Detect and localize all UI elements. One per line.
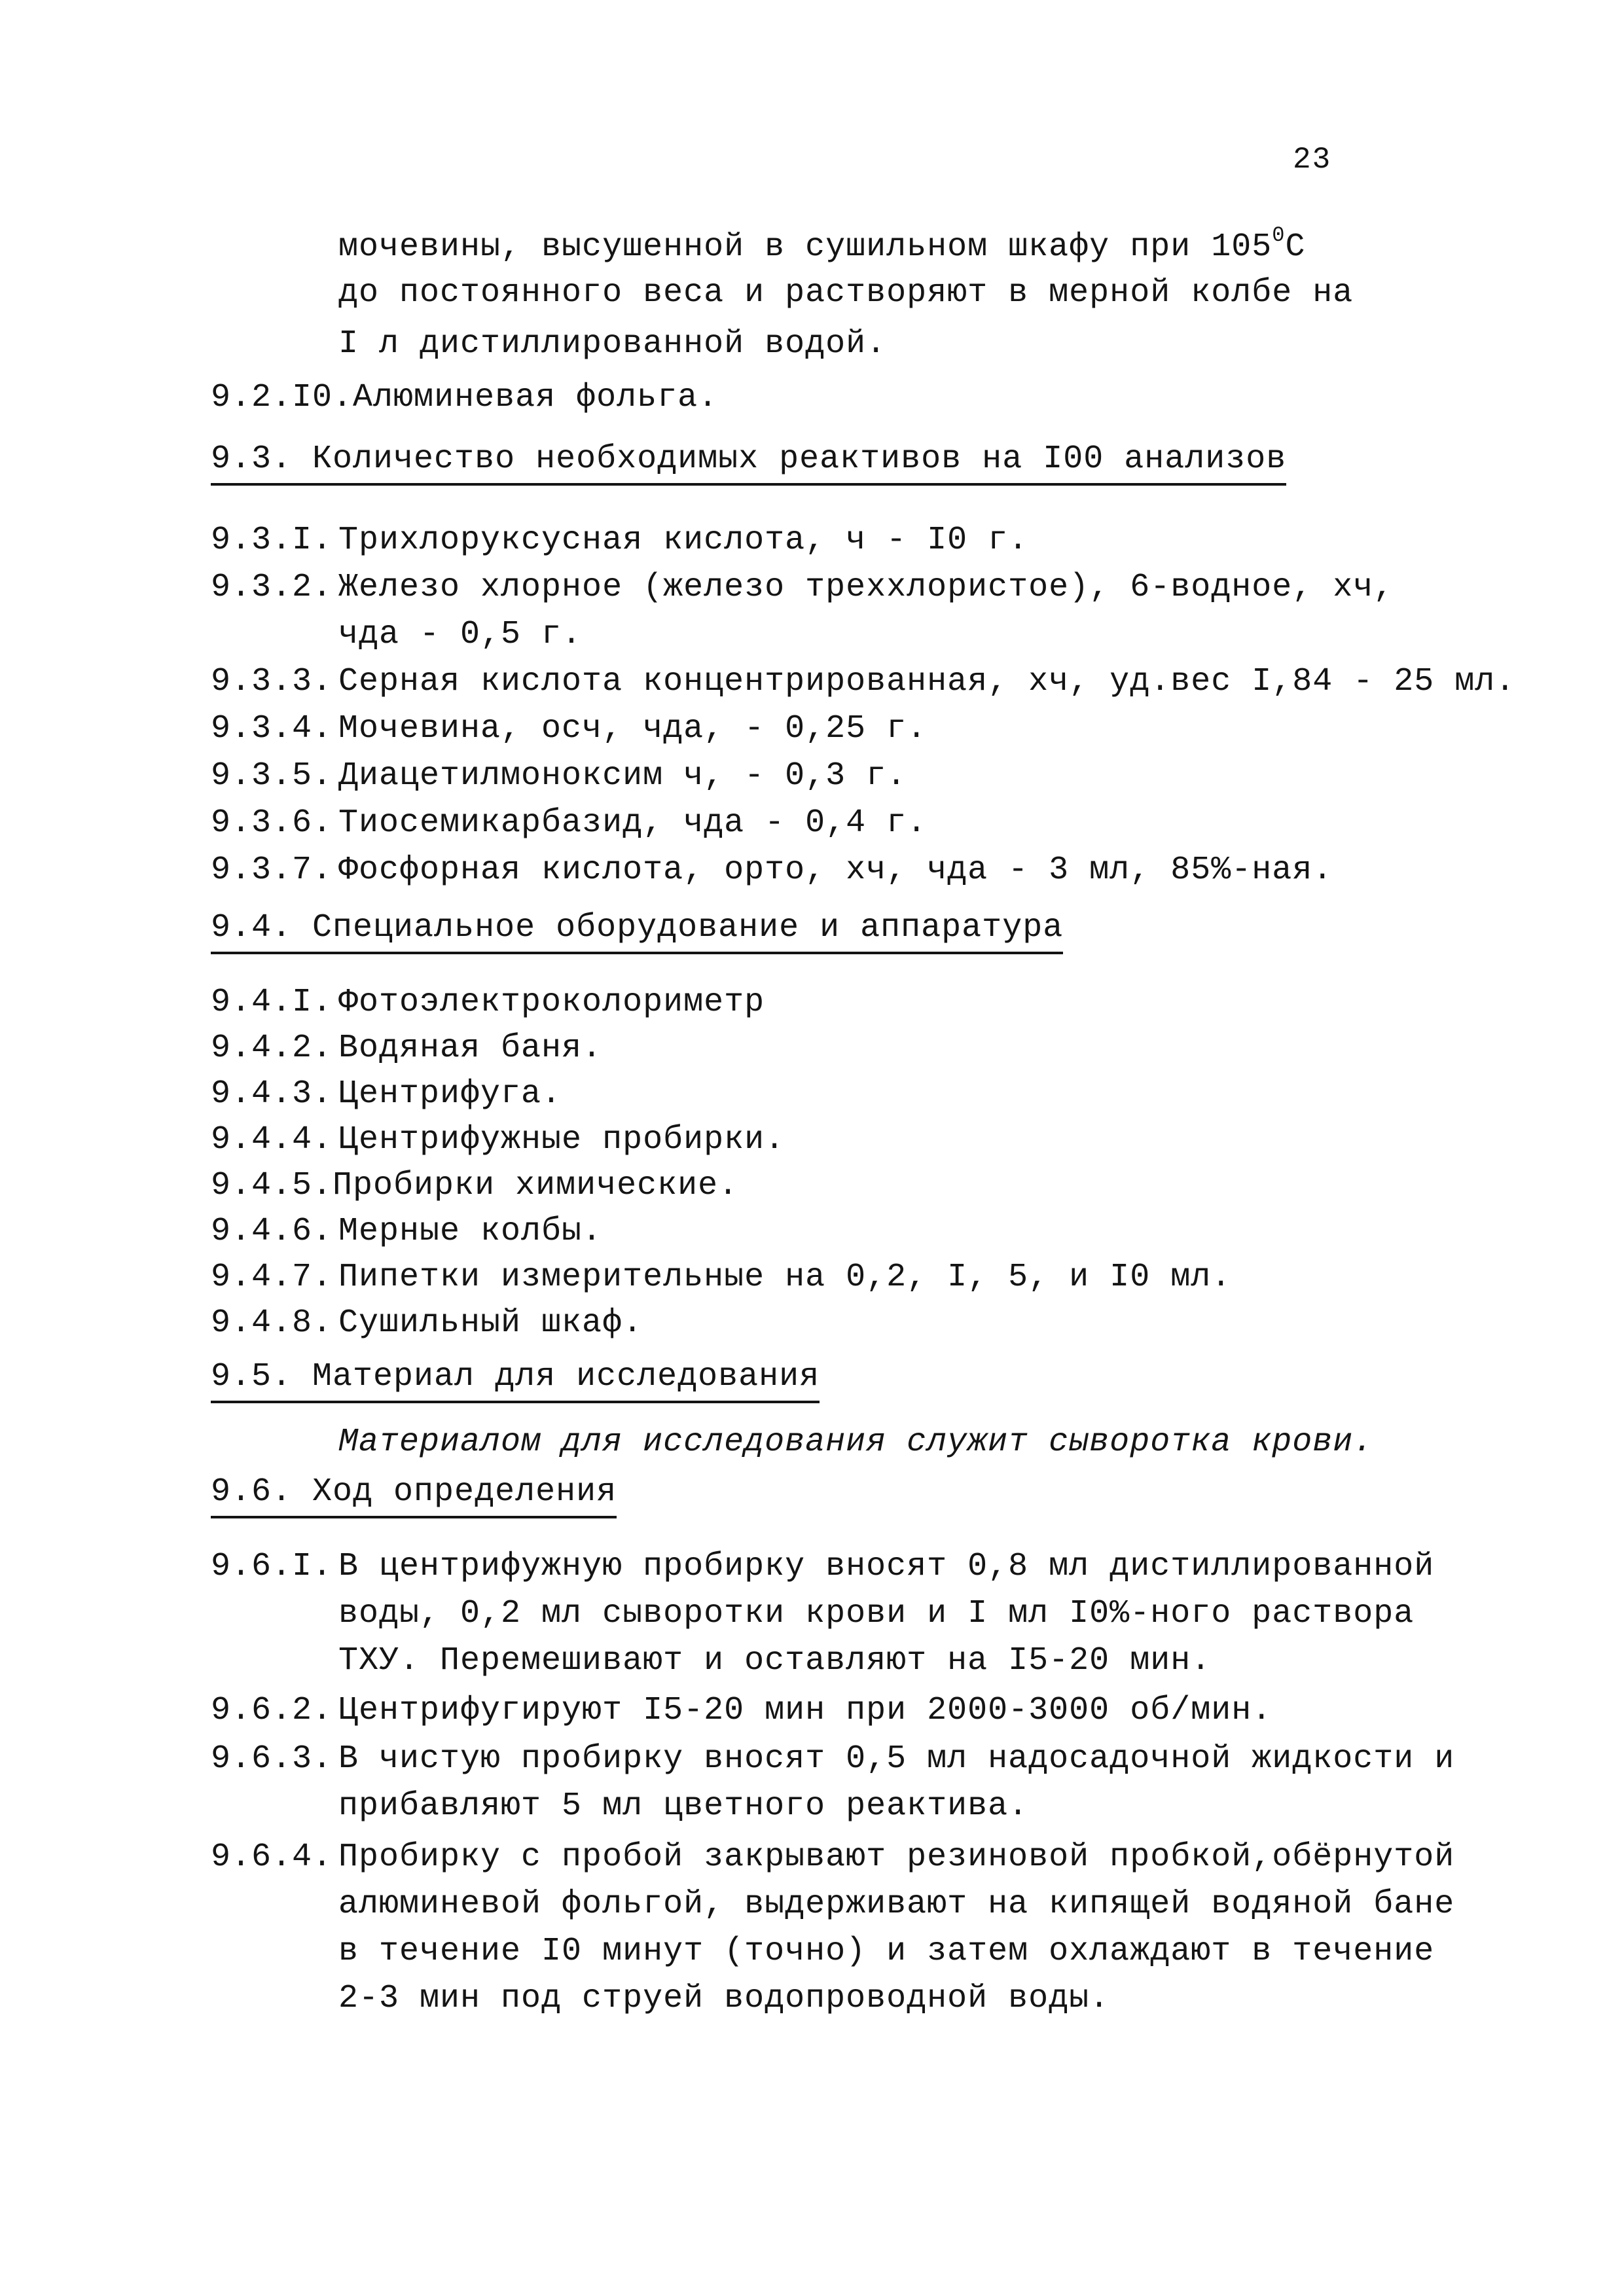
section-heading-9-3: 9.3. Количество необходимых реактивов на I00 анализов [211, 440, 1286, 486]
item-9-2-10: 9.2.I0.Алюминевая фольга. [211, 379, 719, 416]
list-item: 9.3.I. Трихлоруксусная кислота, ч - I0 г. [211, 522, 1029, 559]
list-item: 9.4.5.Пробирки химические. [211, 1167, 739, 1204]
list-item: 9.3.2. Железо хлорное (железо треххлористое), 6-водное, хч, [211, 569, 1394, 606]
list-item-continuation: чда - 0,5 г. [338, 616, 583, 653]
list-item: 9.6.3. В чистую пробирку вносят 0,5 мл надосадочной жидкости и [211, 1740, 1455, 1778]
list-item: 9.6.4. Пробирку с пробой закрывают резиновой пробкой,обёрнутой [211, 1839, 1455, 1876]
list-item: 9.4.7. Пипетки измерительные на 0,2, I, 5, и I0 мл. [211, 1259, 1232, 1296]
list-item: 9.4.4. Центрифужные пробирки. [211, 1121, 785, 1158]
degree-superscript: 0 [1272, 223, 1286, 247]
list-item: 9.3.5. Диацетилмоноксим ч, - 0,3 г. [211, 757, 907, 795]
intro-line-3: I л дистиллированной водой. [338, 325, 887, 363]
section-heading-9-4: 9.4. Специальное оборудование и аппаратура [211, 908, 1063, 954]
list-item: 9.6.2. Центрифугируют I5-20 мин при 2000-3000 об/мин. [211, 1692, 1272, 1729]
intro-line-2: до постоянного веса и растворяют в мерной колбе на [338, 274, 1354, 312]
list-item: 9.4.3. Центрифуга. [211, 1075, 562, 1113]
list-item-continuation: алюминевой фольгой, выдерживают на кипящей водяной бане [338, 1886, 1455, 1923]
list-item: 9.4.8. Сушильный шкаф. [211, 1304, 643, 1342]
list-item: 9.3.7. Фосфорная кислота, орто, хч, чда - 3 мл, 85%-ная. [211, 852, 1333, 889]
list-item: 9.3.3. Серная кислота концентрированная, хч, уд.вес I,84 - 25 мл. [211, 663, 1516, 700]
list-item: 9.3.6. Тиосемикарбазид, чда - 0,4 г. [211, 804, 928, 842]
section-heading-9-6: 9.6. Ход определения [211, 1473, 617, 1518]
list-item-continuation: прибавляют 5 мл цветного реактива. [338, 1787, 1029, 1825]
list-item: 9.4.I. Фотоэлектроколориметр [211, 984, 765, 1021]
intro-line-1: мочевины, высушенной в сушильном шкафу при $105^0С$ [338, 223, 1306, 266]
section-9-5-text: Материалом для исследования служит сыворотка крови. [338, 1424, 1374, 1461]
list-item: 9.6.I. В центрифужную пробирку вносят 0,8 мл дистиллированной [211, 1548, 1435, 1585]
list-item-continuation: воды, 0,2 мл сыворотки крови и I мл I0%-ного раствора [338, 1595, 1415, 1632]
list-item: 9.4.2. Водяная баня. [211, 1030, 603, 1067]
list-item-continuation: ТХУ. Перемешивают и оставляют на I5-20 мин. [338, 1642, 1212, 1679]
list-item: 9.3.4. Мочевина, осч, чда, - 0,25 г. [211, 710, 928, 747]
page-number: 23 [1293, 143, 1332, 177]
list-item-continuation: 2-3 мин под струей водопроводной воды. [338, 1980, 1110, 2017]
section-heading-9-5: 9.5. Материал для исследования [211, 1357, 820, 1403]
list-item-continuation: в течение I0 минут (точно) и затем охлаждают в течение [338, 1933, 1435, 1970]
list-item: 9.4.6. Мерные колбы. [211, 1213, 603, 1250]
